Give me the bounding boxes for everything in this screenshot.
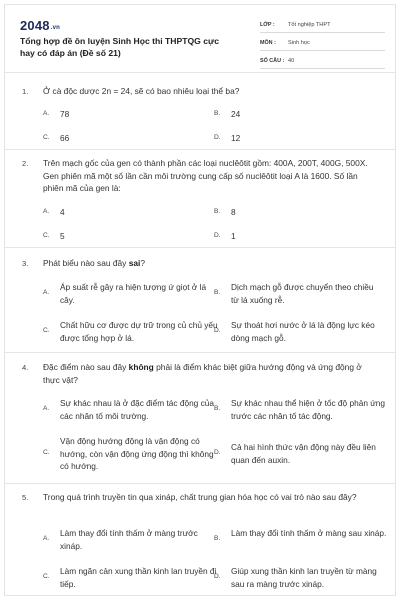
meta-label-subject: MÔN : xyxy=(260,39,276,46)
option-letter: C. xyxy=(43,232,50,239)
option-text: Sự thoát hơi nước ở lá là động lực kéo dòng mạch gỗ. xyxy=(231,320,375,343)
document-meta xyxy=(260,17,385,71)
question-text xyxy=(43,361,379,386)
meta-value-question-count: 40 xyxy=(288,57,295,64)
option-text: 78 xyxy=(60,109,70,119)
question-number: 1. xyxy=(22,87,29,96)
question-text: Ở cà độc dược 2n = 24, sẽ có bao nhiêu loại thể ba? xyxy=(43,86,240,96)
question-divider xyxy=(5,247,395,248)
question-text-end: ? xyxy=(140,258,146,268)
option-letter: B. xyxy=(214,110,221,117)
option-letter: B. xyxy=(214,535,221,542)
option-text: Cả hai hình thức vận động này đều liên quan đến auxin. xyxy=(231,442,376,465)
question-divider xyxy=(5,352,395,353)
option-text: 5 xyxy=(60,231,65,241)
option-letter: A. xyxy=(43,110,50,117)
logo-main-text: 2048 xyxy=(20,18,50,33)
document-header xyxy=(5,5,395,67)
meta-label-grade: LỚP : xyxy=(260,21,275,28)
option-letter: D. xyxy=(214,449,221,456)
question-number: 3. xyxy=(22,259,29,268)
option-letter: A. xyxy=(43,535,50,542)
option-text: Dịch mạch gỗ được chuyển theo chiều từ lá xuống rễ. xyxy=(231,282,374,305)
option-text: 12 xyxy=(231,133,241,143)
option-letter: C. xyxy=(43,327,50,334)
option-letter: B. xyxy=(214,405,221,412)
option-letter: A. xyxy=(43,289,50,296)
option-text: Chất hữu cơ được dự trữ trong củ chủ yếu được tổng hợp ở lá. xyxy=(60,320,218,343)
question-text-start: Phát biểu nào sau đây xyxy=(43,258,129,268)
option-letter: B. xyxy=(214,289,221,296)
logo-suffix-text: .vn xyxy=(50,25,61,31)
option-letter: D. xyxy=(214,327,221,334)
question-text-start: Đặc điểm nào sau đây xyxy=(43,362,129,372)
option-text: 66 xyxy=(60,133,70,143)
meta-label-question-count: SỐ CÂU : xyxy=(260,57,285,64)
meta-row-grade xyxy=(260,17,385,33)
option-text: 4 xyxy=(60,207,65,217)
question-text-emphasis: sai xyxy=(128,258,141,268)
option-text: Sự khác nhau là ở đặc điểm tác động của các nhân tố môi trường. xyxy=(60,398,214,421)
option-text: Làm thay đổi tính thấm ở màng trước xináp. xyxy=(60,528,198,551)
option-letter: A. xyxy=(43,208,50,215)
question-text: Trong quá trình truyền tin qua xináp, chất trung gian hóa học có vai trò nào sau đây? xyxy=(43,492,357,502)
question-text-end: phải là điểm khác biệt giữa hướng động và ứng động ở thực vật? xyxy=(43,362,362,385)
option-text: Sự khác nhau thể hiện ở tốc độ phản ứng trước các nhân tố tác động. xyxy=(231,398,386,421)
option-text: 8 xyxy=(231,207,236,217)
meta-value-subject: Sinh học xyxy=(288,39,310,46)
option-text: Làm ngăn cản xung thần kinh lan truyền đi tiếp. xyxy=(60,566,217,589)
option-text: Giúp xung thần kinh lan truyền từ màng sau ra màng trước xináp. xyxy=(231,566,377,589)
option-letter: C. xyxy=(43,573,50,580)
option-letter: C. xyxy=(43,134,50,141)
option-letter: B. xyxy=(214,208,221,215)
question-divider xyxy=(5,483,395,484)
option-text: Áp suất rễ gây ra hiện tượng ứ giọt ở lá cây. xyxy=(60,282,207,305)
question-text-emphasis: không xyxy=(128,362,154,372)
header-divider xyxy=(5,72,395,73)
option-text: Làm thay đổi tính thấm ở màng sau xináp. xyxy=(231,528,387,538)
document-page xyxy=(4,4,396,596)
option-letter: C. xyxy=(43,449,50,456)
option-letter: A. xyxy=(43,405,50,412)
question-number: 4. xyxy=(22,363,29,372)
option-text: 1 xyxy=(231,231,236,241)
question-text: Trên mạch gốc của gen có thành phần các loại nuclêôtit gồm: 400A, 200T, 400G, 500X. Gen phiên mã một số lần cần môi trường cung cấp số nuclêôtit loại A là 1600. Số lần phiên mã của gen là: xyxy=(43,158,368,193)
option-letter: D. xyxy=(214,134,221,141)
option-text: 24 xyxy=(231,109,241,119)
meta-row-question-count xyxy=(260,53,385,69)
question-divider xyxy=(5,149,395,150)
site-logo[interactable] xyxy=(20,18,60,33)
question-number: 2. xyxy=(22,159,29,168)
document-title: Tổng hợp đề ôn luyện Sinh Học thi THPTQG cực hay có đáp án (Đề số 21) xyxy=(20,36,220,58)
question-text xyxy=(43,257,379,270)
question-number: 5. xyxy=(22,493,29,502)
meta-row-subject xyxy=(260,35,385,51)
option-text: Vận động hướng động là vận động có hướng, còn vận động ứng động thì không có hướng. xyxy=(60,436,214,471)
option-letter: D. xyxy=(214,232,221,239)
option-letter: D. xyxy=(214,573,221,580)
meta-value-grade: Tốt nghiệp THPT xyxy=(288,21,331,28)
